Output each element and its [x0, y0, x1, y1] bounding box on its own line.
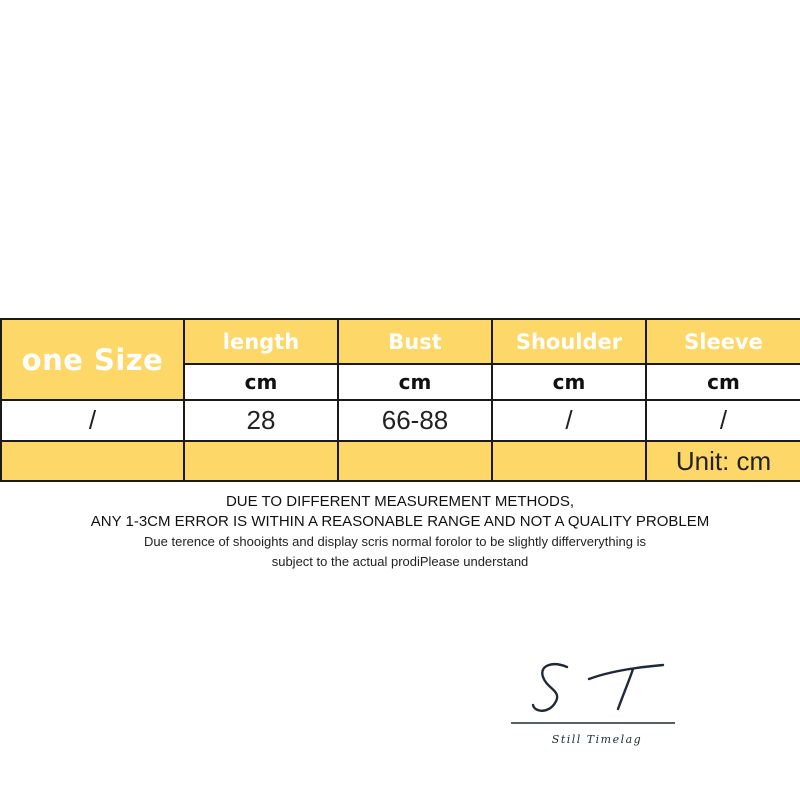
footer-cell — [1, 441, 184, 481]
size-label-cell — [1, 319, 184, 400]
header-sleeve: Sleeve — [646, 319, 800, 364]
logo-wordmark: Still Timelag — [551, 733, 643, 746]
unit-bust: cm — [338, 364, 492, 400]
value-length: 28 — [184, 400, 338, 441]
notice-line-4: subject to the actual prodiPlease understand — [271, 554, 529, 569]
footer-cell — [492, 441, 646, 481]
header-shoulder: Shoulder — [492, 319, 646, 364]
unit-sleeve: cm — [646, 364, 800, 400]
unit-shoulder: cm — [492, 364, 646, 400]
value-size: / — [1, 400, 184, 441]
brand-logo — [505, 655, 685, 750]
value-shoulder: / — [492, 400, 646, 441]
unit-note: Unit: cm — [646, 441, 800, 481]
unit-length: cm — [184, 364, 338, 400]
footer-cell — [338, 441, 492, 481]
header-length: length — [184, 319, 338, 364]
notice-line-3: Due terence of shooights and display scris normal forolor to be slightly differverything is — [144, 534, 646, 549]
notice-line-2: ANY 1-3CM ERROR IS WITHIN A REASONABLE RANGE AND NOT A QUALITY PROBLEM — [90, 513, 710, 530]
size-chart-table — [0, 318, 800, 482]
header-bust: Bust — [338, 319, 492, 364]
notice-line-1: DUE TO DIFFERENT MEASUREMENT METHODS, — [225, 493, 575, 510]
value-sleeve: / — [646, 400, 800, 441]
value-bust: 66-88 — [338, 400, 492, 441]
size-label: one Size — [21, 342, 164, 377]
footer-cell — [184, 441, 338, 481]
measurement-notice — [0, 492, 800, 572]
